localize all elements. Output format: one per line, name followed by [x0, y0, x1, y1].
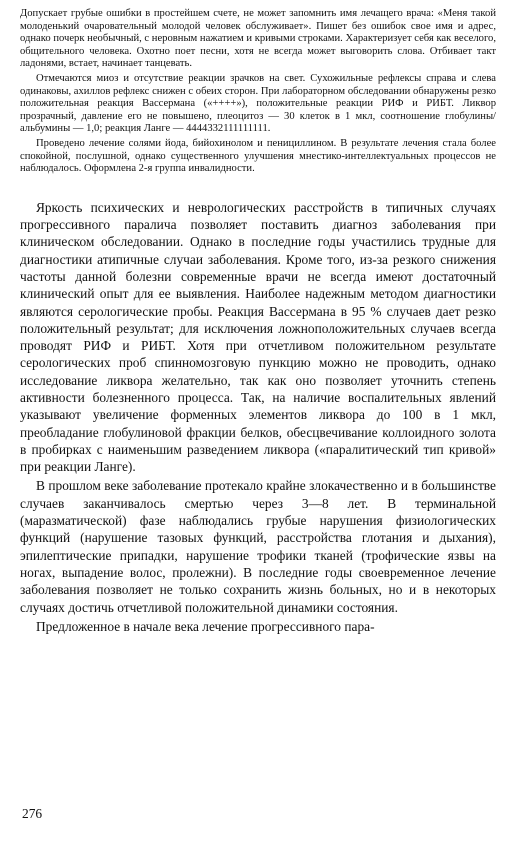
- page-content: [20, 8, 496, 635]
- case-description: [20, 8, 496, 176]
- main-text: [20, 199, 496, 635]
- case-paragraph-2: Отмечаются миоз и отсутствие реакции зрачков на свет. Сухожильные рефлексы справа и слева одинаковы, ахиллов рефлекс снижен с обеих сторон. При лабораторном обследовании обнаружены резко положительная реакция Вассермана («++++»), положительные реакции РИФ и РИБТ. Ликвор прозрачный, давление его не повышено, плеоцитоз — 30 клеток в 1 мкл, соотношение глобулины/альбумины — 1,0; реакция Ланге — 4444332111111111.: [20, 72, 496, 135]
- body-paragraph-3: Предложенное в начале века лечение прогрессивного пара-: [36, 618, 375, 634]
- body-paragraph-1: Яркость психических и неврологических расстройств в типичных случаях прогрессивного паралича позволяет поставить диагноз заболевания при клиническом обследовании. Однако в последние годы участились трудные для диагностики атипичные случаи заболевания. Кроме того, из-за резкого снижения частоты данной болезни современные врачи не всегда имеют достаточный клинический опыт для ее выявления. Наиболее надежным методом диагностики являются серологические пробы. Реакция Вассермана в 95 % случаев дает резко положительный результат; для исключения ложноположительных случаев всегда проводят РИФ и РИБТ. Хотя при отчетливом положительном результате серологических проб спинномозговую пункцию можно не проводить, однако исследование ликвора желательно, так как оно позволяет уточнить степень активности болезненного процесса. Так, на наличие воспалительных явлений указывают увеличение форменных элементов ликвора до 100 в 1 мкл, преобладание глобулиновой фракции белков, обесцвечивание коллоидного золота в пробирках с наименьшим разведением ликвора («паралитический тип кривой» при реакции Ланге).: [20, 199, 496, 475]
- page-number: 276: [22, 806, 43, 821]
- case-paragraph-1: Допускает грубые ошибки в простейшем счете, не может запомнить имя лечащего врача: «Меня такой молоденький очаровательный молодой человек обслуживает». Пишет без ошибок свое имя и адрес, однако почерк необычный, с неровным нажатием и кривыми строками. Характеризует себя как веселого, общительного человека. Охотно поет песни, хотя не всегда может выговорить слова. Отбивает такт ладонями, встает, начинает танцевать.: [20, 8, 496, 70]
- body-paragraph-2: В прошлом веке заболевание протекало крайне злокачественно и в большинстве случаев заканчивалось смертью через 3—8 лет. В терминальной (маразматической) фазе наблюдались грубые нарушения физиологических функций (нарушение тазовых функций, расстройства глотания и дыхания), эпилептические припадки, нарушение трофики тканей (трофические язвы на ногах, выпадение волос, пролежни). В последние годы своевременное лечение заболевания позволяет не только сохранить жизнь больных, но и в некоторых случаях достичь отчетливой положительной динамики состояния.: [20, 478, 496, 615]
- case-paragraph-3: Проведено лечение солями йода, бийохинолом и пенициллином. В результате лечения стала более спокойной, послушной, однако существенного улучшения мнестико-интеллектуальных процессов не наблюдалось. Оформлена 2-я группа инвалидности.: [20, 137, 496, 175]
